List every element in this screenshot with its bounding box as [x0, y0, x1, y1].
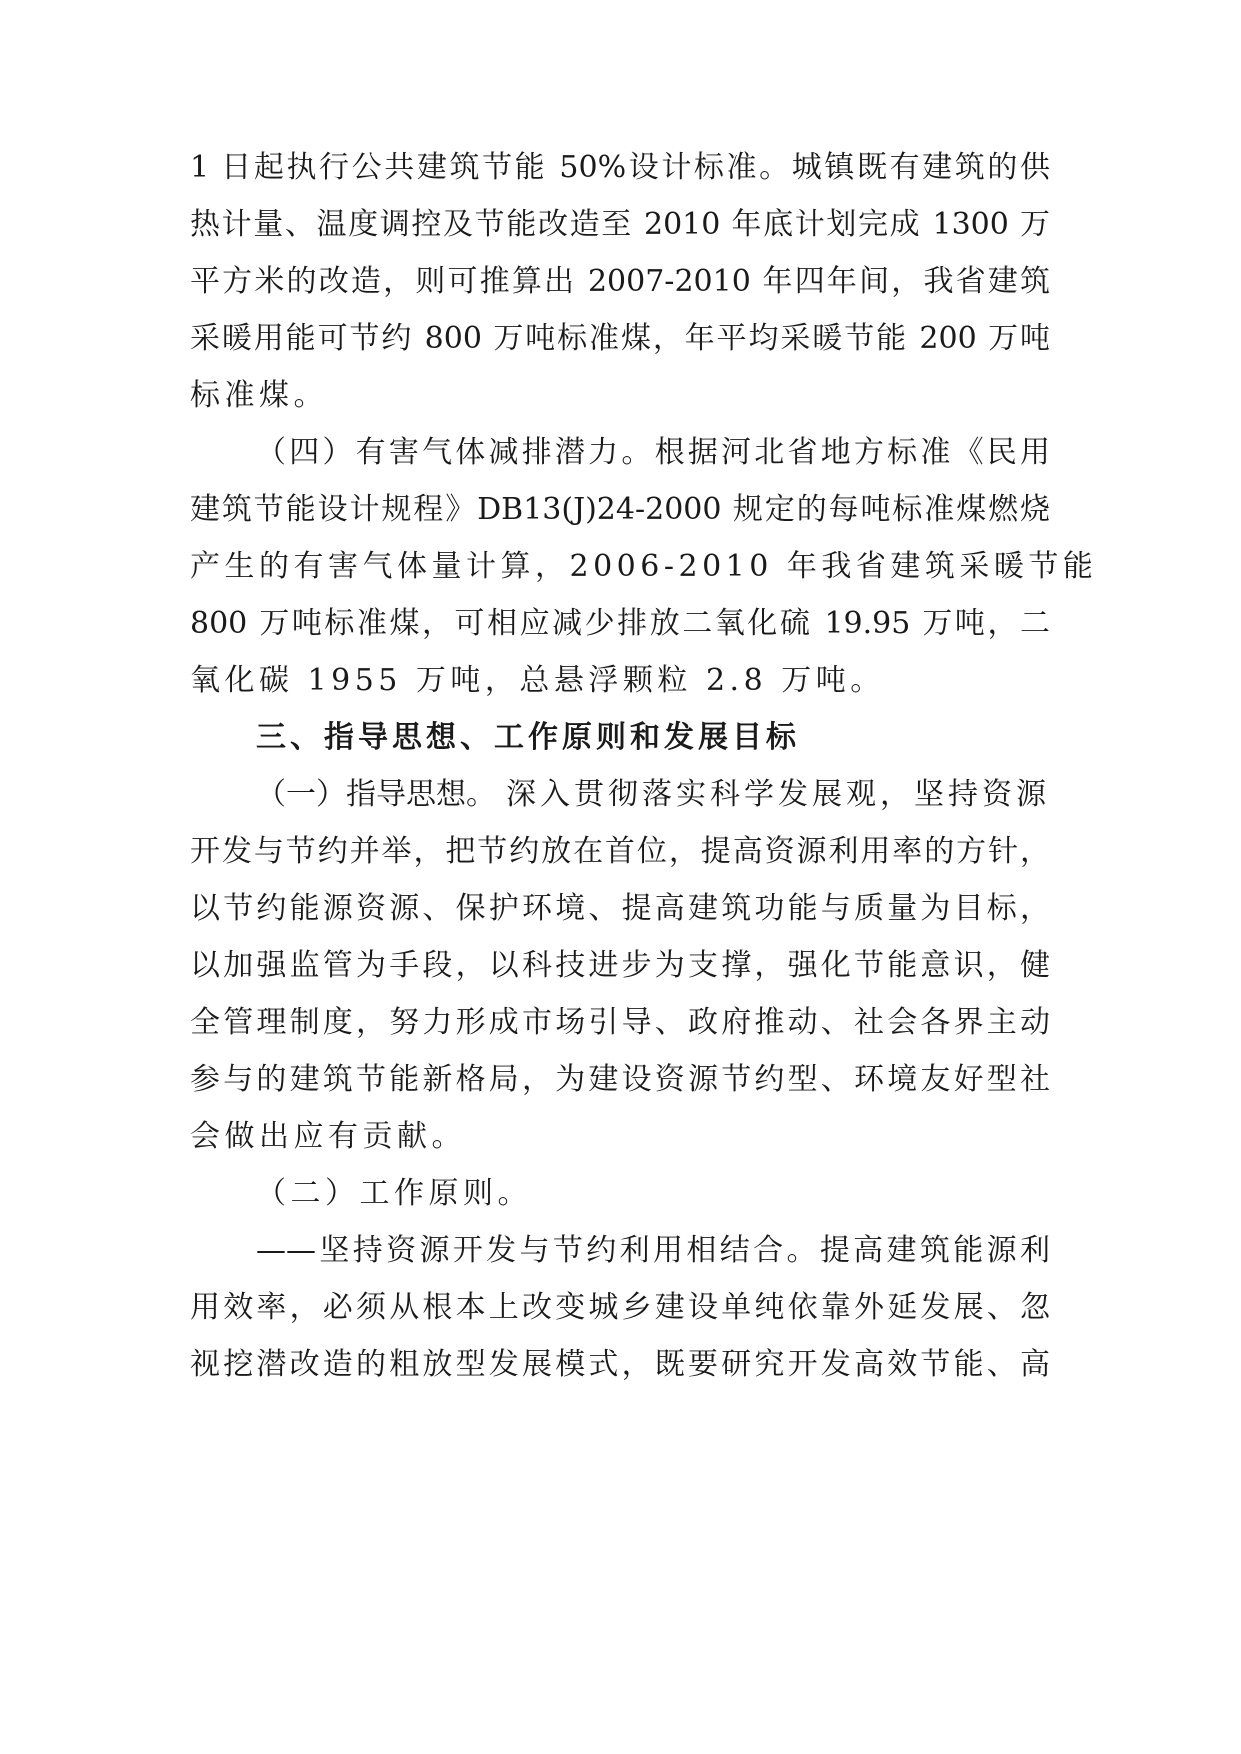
guiding-ideology-text: 深入贯彻落实科学发展观，坚持资源	[506, 777, 1050, 812]
paragraph-line: 标准煤。	[190, 378, 328, 413]
paragraph-line: 全管理制度，努力形成市场引导、政府推动、社会各界主动	[190, 1005, 1050, 1040]
section-four-first-line: （四）有害气体减排潜力。根据河北省地方标准《民用	[256, 435, 1050, 470]
work-principles-heading: （二）工作原则。	[256, 1176, 532, 1211]
guiding-ideology-line	[256, 775, 1050, 815]
paragraph-line: 1 日起执行公共建筑节能 50%设计标准。城镇既有建筑的供	[190, 150, 1050, 185]
paragraph-line: 以加强监管为手段，以科技进步为支撑，强化节能意识，健	[190, 948, 1050, 983]
section-heading: 三、指导思想、工作原则和发展目标	[256, 720, 800, 755]
paragraph-line: 氧化碳 1955 万吨，总悬浮颗粒 2.8 万吨。	[190, 663, 885, 698]
guiding-ideology-label: （一）指导思想。	[256, 777, 496, 812]
paragraph-line: 用效率，必须从根本上改变城乡建设单纯依靠外延发展、忽	[190, 1290, 1050, 1325]
paragraph-line: ——坚持资源开发与节约利用相结合。提高建筑能源利	[256, 1233, 1050, 1268]
paragraph-line: 以节约能源资源、保护环境、提高建筑功能与质量为目标，	[190, 891, 1050, 926]
paragraph-line: 开发与节约并举，把节约放在首位，提高资源利用率的方针，	[190, 834, 1050, 869]
paragraph-line: 产生的有害气体量计算，2006-2010 年我省建筑采暖节能	[190, 549, 1098, 584]
paragraph-line: 平方米的改造，则可推算出 2007-2010 年四年间，我省建筑	[190, 264, 1050, 299]
paragraph-line: 采暖用能可节约 800 万吨标准煤，年平均采暖节能 200 万吨	[190, 321, 1050, 356]
paragraph-line: 参与的建筑节能新格局，为建设资源节约型、环境友好型社	[190, 1062, 1050, 1097]
paragraph-line: 视挖潜改造的粗放型发展模式，既要研究开发高效节能、高	[190, 1347, 1050, 1382]
paragraph-line: 热计量、温度调控及节能改造至 2010 年底计划完成 1300 万	[190, 207, 1050, 242]
paragraph-line: 会做出应有贡献。	[190, 1119, 466, 1154]
paragraph-line: 建筑节能设计规程》DB13(J)24-2000 规定的每吨标准煤燃烧	[190, 492, 1050, 527]
paragraph-line: 800 万吨标准煤，可相应减少排放二氧化硫 19.95 万吨，二	[190, 606, 1050, 641]
